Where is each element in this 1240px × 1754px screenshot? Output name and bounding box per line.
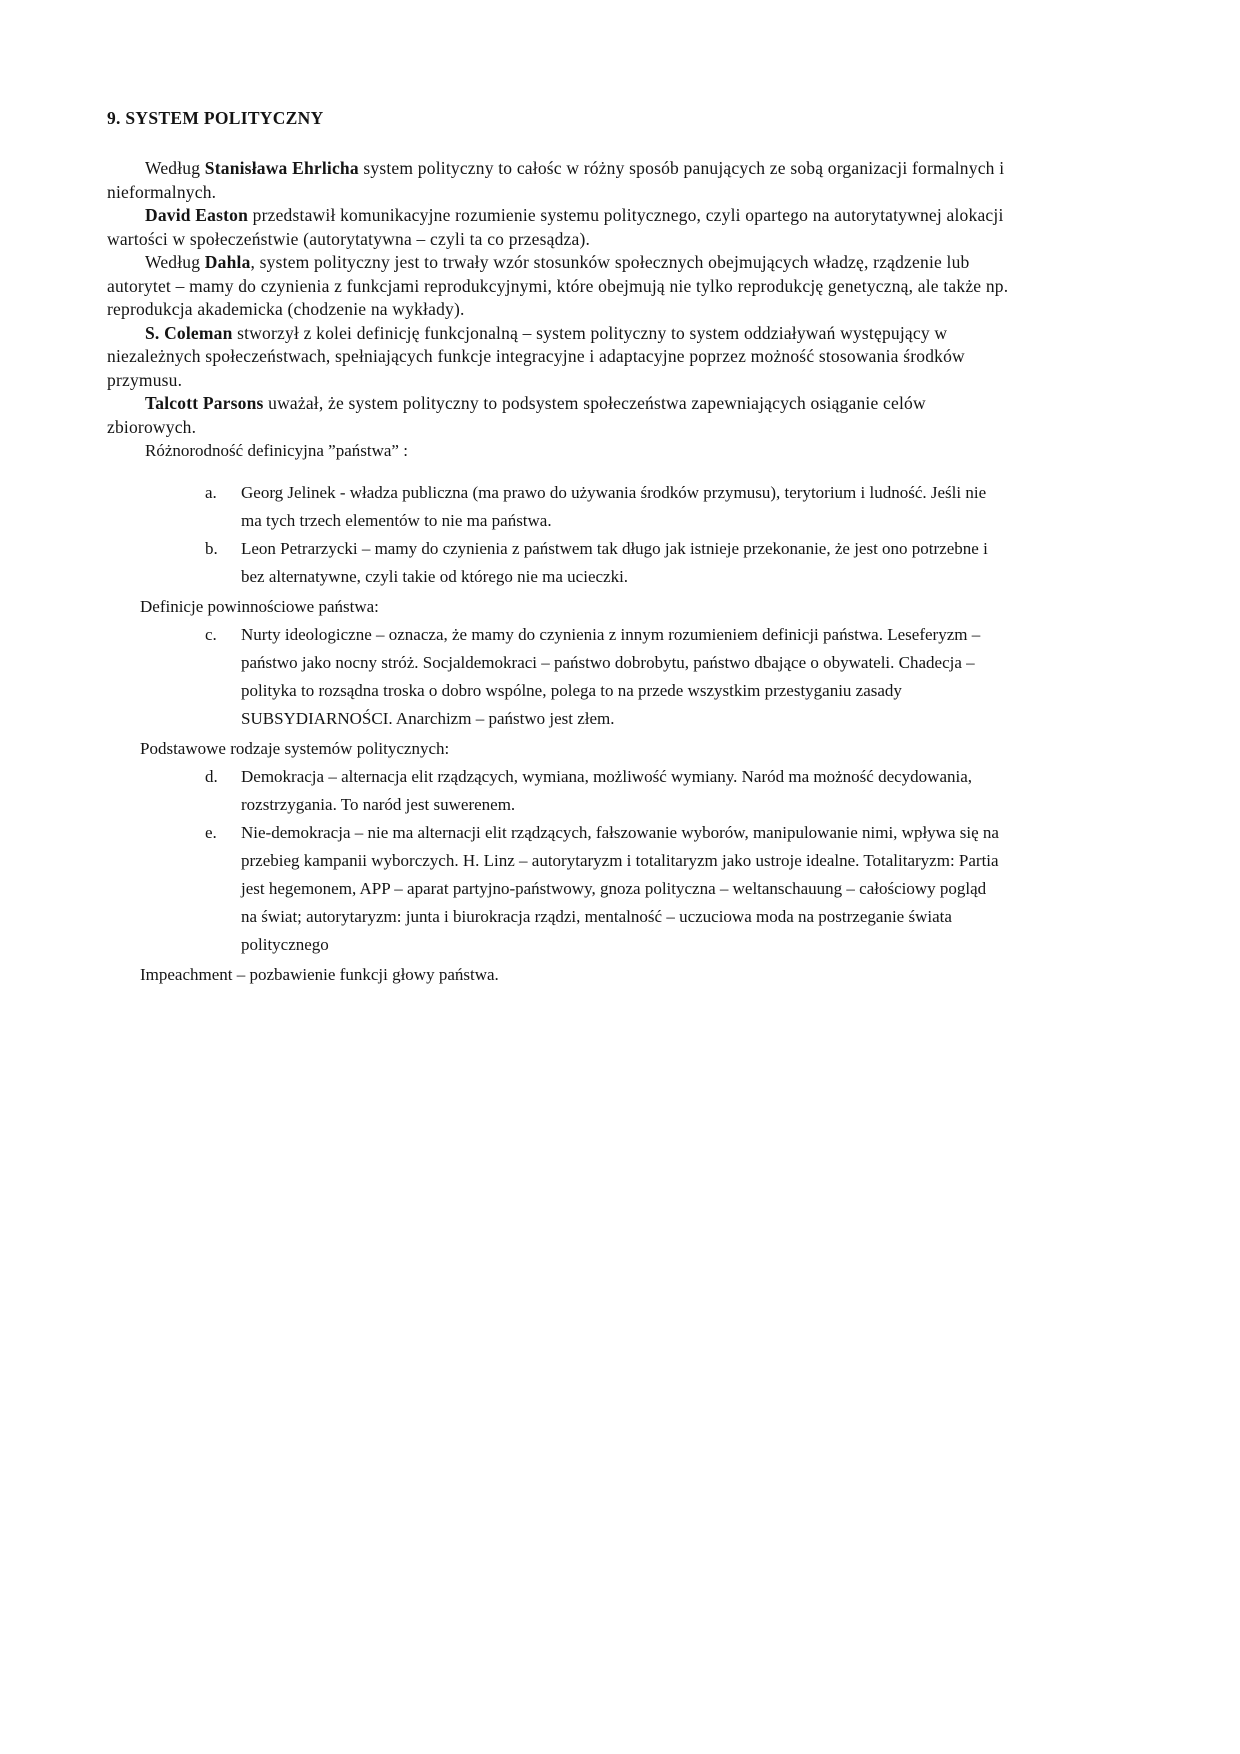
paragraph-text: uważał, że system polityczny to podsystem społeczeństwa zapewniających osiąganie celów zbiorowych. (107, 393, 926, 437)
paragraph-dahl (107, 251, 1013, 322)
list-item-text: Nie-demokracja – nie ma alternacji elit rządzących, fałszowanie wyborów, manipulowanie nimi, wpływa się na przebieg kampanii wyborczych. H. Linz – autorytaryzm i totalitaryzm jako ustroje idealne. Totalitaryzm: Partia jest hegemonem, APP – aparat partyjno-państwowy, gnoza polityczna – weltanschauung – całościowy pogląd na świat; autorytaryzm: junta i biurokracja rządzi, mentalność – uczuciowa moda na postrzeganie świata politycznego (241, 823, 999, 954)
list-item-text: Georg Jelinek - władza publiczna (ma prawo do używania środków przymusu), terytorium i ludność. Jeśli nie ma tych trzech elementów to nie ma państwa. (241, 483, 987, 530)
paragraph-text: przedstawił komunikacyjne rozumienie systemu politycznego, czyli opartego na autorytatywnej alokacji wartości w społeczeństwie (autorytatywna – czyli ta co przesądza). (107, 205, 1004, 249)
list-marker: a. (205, 483, 217, 502)
list-item (107, 479, 1013, 535)
paragraph-coleman (107, 322, 1013, 393)
subheading-definitions: Różnorodność definicyjna ”państwa” : (145, 441, 408, 460)
page-title: 9. SYSTEM POLITYCZNY (107, 108, 324, 128)
list-item (107, 763, 1013, 819)
paragraph-ehrlich (107, 157, 1013, 204)
paragraph-text: Według (145, 252, 205, 272)
list-duty-definitions (107, 621, 1115, 733)
paragraph-text: system polityczny to całośc w różny sposób panujących ze sobą organizacji formalnych i nieformalnych. (107, 158, 1005, 202)
list-item (107, 535, 1013, 591)
list-item (107, 819, 1013, 959)
paragraph-easton (107, 204, 1013, 251)
list-item-text: Nurty ideologiczne – oznacza, że mamy do czynienia z innym rozumieniem definicji państwa. Leseferyzm – państwo jako nocny stróż. Socjaldemokraci – państwo dobrobytu, państwo dbające o obywateli. Chadecja – polityka to rozsądna troska o dobro wspólne, polega to na przede wszystkim przestyganiu zasady SUBSYDIARNOŚCI. Anarchizm – państwo jest złem. (241, 625, 981, 728)
paragraph-text: Według (145, 158, 205, 178)
author-name: S. Coleman (145, 322, 233, 343)
label-powinnosciowe: Definicje powinnościowe państwa: (140, 597, 379, 616)
author-name: David Easton (145, 205, 249, 225)
label-podstawowe: Podstawowe rodzaje systemów politycznych: (140, 739, 450, 758)
author-name: Talcott Parsons (145, 393, 264, 413)
author-name: Stanisława Ehrlicha (204, 158, 359, 178)
paragraph-text: stworzył z kolei definicję funkcjonalną – system polityczny to system oddziaływań występujący w niezależnych społeczeństwach, spełniających funkcje integracyjne i adaptacyjne poprzez możność stosowania środków przymusu. (107, 322, 965, 390)
paragraph-text: , system polityczny jest to trwały wzór stosunków społecznych obejmujących władzę, rządzenie lub autorytet – mamy do czynienia z funkcjami reprodukcyjnymi, które obejmują nie tylko reprodukcję genetyczną, ale także np. reprodukcja akademicka (chodzenie na wykłady). (107, 252, 1009, 319)
closing-impeachment: Impeachment – pozbawienie funkcji głowy państwa. (140, 965, 499, 984)
author-name: Dahla (204, 252, 251, 272)
list-marker: c. (205, 625, 217, 644)
list-state-definitions (107, 479, 1115, 591)
list-marker: d. (205, 767, 218, 786)
list-marker: b. (205, 539, 218, 558)
list-marker: e. (205, 823, 217, 842)
list-item-text: Demokracja – alternacja elit rządzących, wymiana, możliwość wymiany. Naród ma możność decydowania, rozstrzygania. To naród jest suwerenem. (241, 767, 973, 814)
list-item-text: Leon Petrarzycki – mamy do czynienia z państwem tak długo jak istnieje przekonanie, że jest ono potrzebne i bez alternatywne, czyli takie od którego nie ma ucieczki. (241, 539, 988, 586)
list-item (107, 621, 1013, 733)
list-political-systems (107, 763, 1115, 959)
paragraph-parsons (107, 392, 1013, 439)
